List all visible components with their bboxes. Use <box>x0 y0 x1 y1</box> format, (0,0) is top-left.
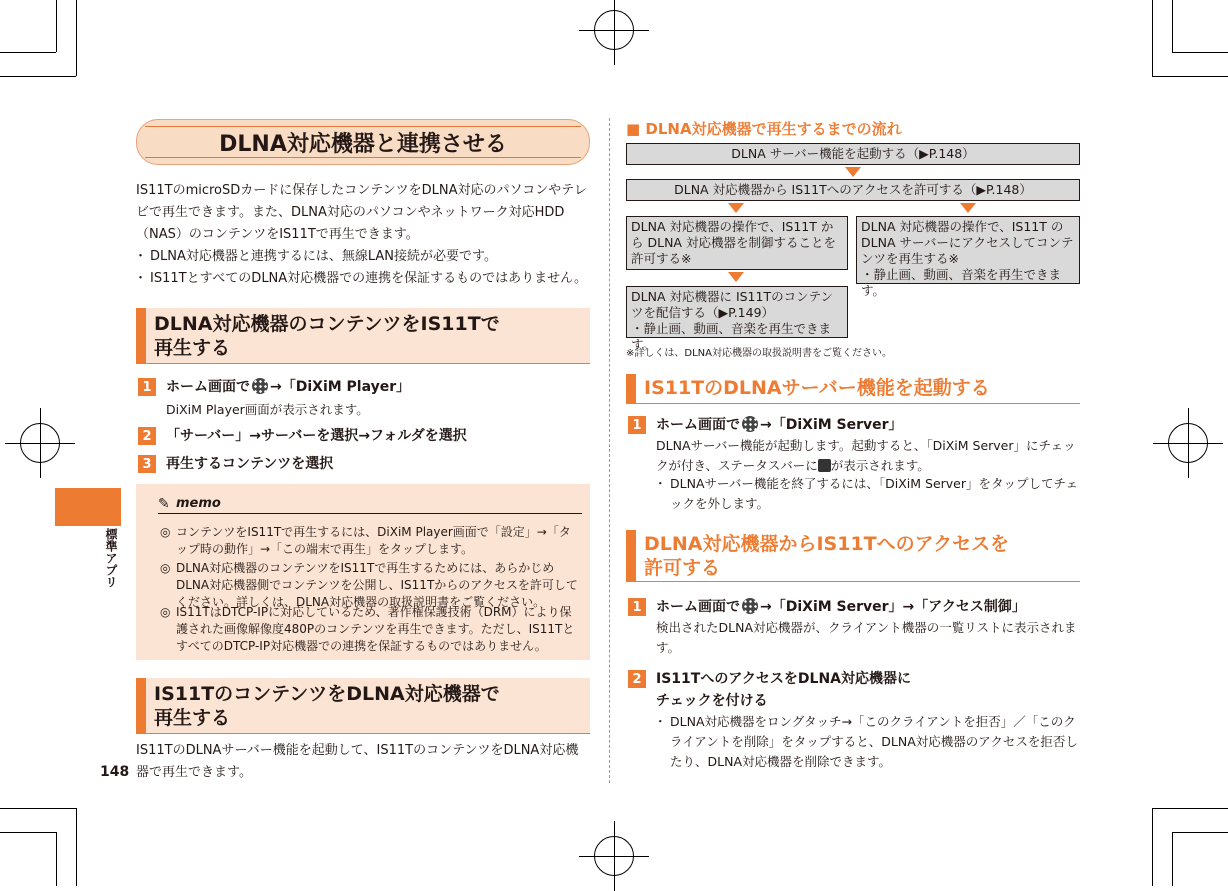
flow-box: DLNA 対応機器から IS11Tへのアクセスを許可する（▶P.148） <box>626 179 1080 201</box>
flow-box <box>626 286 848 352</box>
flow-box: DLNA 対応機器の操作で、IS11T から DLNA 対応機器を制御することを許可する※ <box>626 216 848 270</box>
flow-title: ■ DLNA対応機器で再生するまでの流れ <box>626 120 902 138</box>
pencil-icon: ✎ <box>158 496 170 512</box>
intro-text: IS11TのmicroSDカードに保存したコンテンツをDLNA対応のパソコンやテレビで再生できます。また、DLNA対応のパソコンやネットワーク対応HDD（NAS）のコンテンツをIS11Tで再生できます。 <box>136 183 587 242</box>
step-text-pre: ホーム画面で <box>656 599 740 615</box>
apps-icon <box>742 598 758 614</box>
bullet-item: ・ DLNAサーバー機能を終了するには、「DiXiM Server」をタップしてチェックを外します。 <box>656 474 1080 514</box>
crop-mark <box>1172 832 1228 833</box>
section-heading <box>136 678 590 734</box>
crop-mark <box>56 0 57 52</box>
step-text-line2: チェックを付ける <box>656 693 768 709</box>
step-description-a: DLNAサーバー機能が起動します。起動すると、「DiXiM Server」にチェックが付き、ステータスバーに <box>656 438 1076 473</box>
crop-mark <box>0 52 56 53</box>
crop-mark <box>76 808 77 886</box>
section-heading-line2: 許可する <box>644 557 721 579</box>
section-heading-line1: DLNA対応機器のコンテンツをIS11Tで <box>154 313 500 335</box>
step-number: 1 <box>628 416 646 434</box>
page-title-banner <box>136 119 590 165</box>
crop-mark <box>56 832 57 886</box>
step-text-line1: IS11TへのアクセスをDLNA対応機器に <box>656 671 911 687</box>
flow-box: DLNA サーバー機能を起動する（▶P.148） <box>626 143 1080 165</box>
dlna-status-icon <box>818 459 831 472</box>
memo-item: ◎ DLNA対応機器のコンテンツをIS11Tで再生するためには、あらかじめDLNA対応機器側でコンテンツを公開し、IS11Tからのアクセスを許可してください。詳しくは、DLNA対応機器の取扱説明書をご覧ください。 <box>160 560 582 611</box>
step-description: 検出されたDLNA対応機器が、クライアント機器の一覧リストに表示されます。 <box>656 620 1077 655</box>
flow-box-text: DLNA 対応機器の操作で、IS11T の DLNA サーバーにアクセスしてコンテンツを再生する※ <box>861 219 1074 266</box>
step-text <box>656 415 903 435</box>
step-description: DiXiM Player画面が表示されます。 <box>166 402 369 417</box>
memo-item: ◎ IS11TはDTCP-IPに対応しているため、著作権保護技術（DRM）により保護された画像解像度480Pのコンテンツを再生できます。ただし、IS11TとすべてのDTCP-IP対応機器での連携を保証するものではありません。 <box>160 604 582 655</box>
crop-mark <box>1152 0 1153 76</box>
step-text <box>656 668 911 712</box>
step-text <box>656 597 1026 617</box>
section-heading-line2: 再生する <box>154 707 231 729</box>
column-divider <box>609 118 610 783</box>
step-description-b: が表示されます。 <box>830 458 930 473</box>
bullet-item: ・ DLNA対応機器と連携するには、無線LAN接続が必要です。 <box>136 246 590 268</box>
memo-label: memo <box>176 496 221 511</box>
section-heading <box>626 530 1080 582</box>
registration-mark <box>594 836 634 876</box>
crop-mark <box>1152 808 1153 886</box>
step-text-pre: ホーム画面で <box>166 379 250 395</box>
section-heading-line1: DLNA対応機器からIS11Tへのアクセスを <box>644 533 1010 555</box>
flow-box <box>856 216 1080 298</box>
step-text: 「サーバー」→サーバーを選択→フォルダを選択 <box>166 428 467 444</box>
page-number: 148 <box>100 764 130 780</box>
crop-mark <box>0 76 76 77</box>
crop-mark <box>1152 808 1228 809</box>
memo-box <box>136 484 590 660</box>
step-text-pre: ホーム画面で <box>656 417 740 433</box>
section-description: IS11TのDLNAサーバー機能を起動して、IS11TのコンテンツをDLNA対応機器で再生できます。 <box>136 743 579 780</box>
step-text-post: →「DiXiM Player」 <box>270 379 411 395</box>
crop-mark <box>1172 832 1173 886</box>
flow-arrow <box>728 203 744 213</box>
section-heading-line2: 再生する <box>154 337 231 359</box>
side-tab <box>55 488 121 526</box>
memo-item: ◎ コンテンツをIS11Tで再生するには、DiXiM Player画面で「設定」→「タップ時の動作」→「この端末で再生」をタップします。 <box>160 524 582 558</box>
section-heading <box>136 308 590 364</box>
footnote: ※詳しくは、DLNA対応機器の取扱説明書をご覧ください。 <box>626 348 892 359</box>
flow-box-text: DLNA 対応機器に IS11Tのコンテンツを配信する（▶P.149） <box>631 289 833 320</box>
registration-mark <box>20 423 60 463</box>
step-text-post: →「DiXiM Server」→「アクセス制御」 <box>760 599 1026 615</box>
flow-arrow <box>845 167 861 177</box>
apps-icon <box>252 378 268 394</box>
flow-box-note: ・静止画、動画、音楽を再生できます。 <box>861 267 1062 298</box>
flow-arrow <box>960 203 976 213</box>
flow-arrow <box>728 272 744 282</box>
crop-mark <box>0 808 76 809</box>
step-number: 1 <box>138 378 156 396</box>
crop-mark <box>1152 76 1228 77</box>
side-tab-label: 標準アプリ <box>104 528 118 588</box>
step-number: 2 <box>138 427 156 445</box>
step-number: 2 <box>628 670 646 688</box>
section-heading-line1: IS11TのコンテンツをDLNA対応機器で <box>154 683 500 705</box>
step-text-post: →「DiXiM Server」 <box>760 417 903 433</box>
crop-mark <box>1172 0 1173 52</box>
crop-mark <box>76 0 77 76</box>
step-description <box>656 436 1080 476</box>
registration-mark <box>594 10 634 50</box>
bullet-item: ・ DLNA対応機器をロングタッチ→「このクライアントを拒否」／「このクライアントを削除」をタップすると、DLNA対応機器のアクセスを拒否したり、DLNA対応機器を削除できます。 <box>656 712 1080 772</box>
step-text <box>166 377 410 397</box>
section-heading: IS11TのDLNAサーバー機能を起動する <box>626 374 1080 404</box>
apps-icon <box>742 416 758 432</box>
memo-header <box>158 494 582 514</box>
bullet-item: ・ IS11TとすべてのDLNA対応機器での連携を保証するものではありません。 <box>136 268 590 290</box>
flow-box-note: ・静止画、動画、音楽を再生できます。 <box>631 321 832 352</box>
step-text: 再生するコンテンツを選択 <box>166 456 334 472</box>
crop-mark <box>1172 52 1228 53</box>
step-number: 1 <box>628 598 646 616</box>
crop-mark <box>0 832 56 833</box>
step-number: 3 <box>138 455 156 473</box>
page-title: DLNA対応機器と連携させる <box>219 131 507 157</box>
registration-mark <box>1168 423 1208 463</box>
